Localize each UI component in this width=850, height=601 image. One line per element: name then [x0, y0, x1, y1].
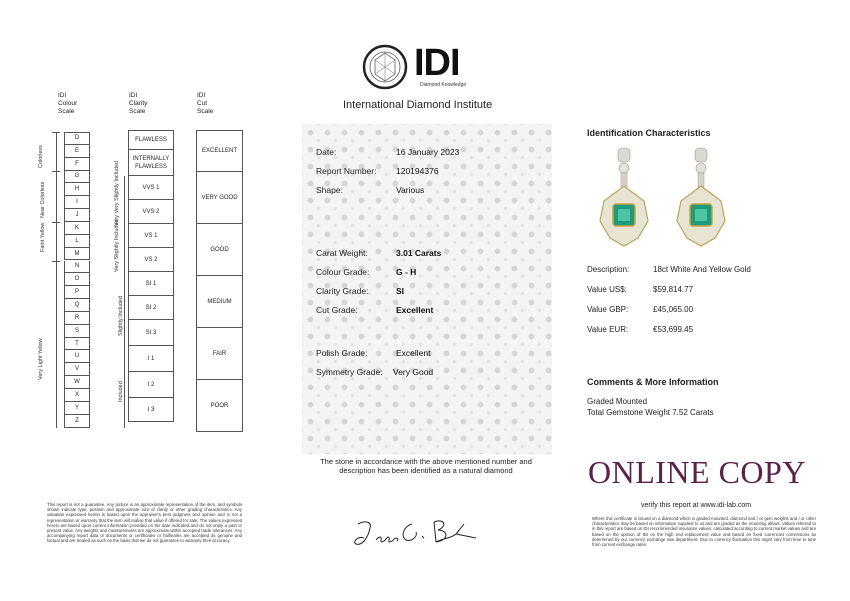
- clarity-grade-i-3: I 3: [128, 398, 174, 422]
- carat-label: Carat Weight:: [316, 248, 368, 258]
- shape-value: Various: [396, 185, 425, 195]
- colour-grade-e: E: [64, 145, 90, 158]
- polish-grade-label: Polish Grade:: [316, 348, 368, 358]
- carat-value: 3.01 Carats: [396, 248, 442, 258]
- colour-grade-j: J: [64, 209, 90, 222]
- colour-group-colorless: Colorless: [38, 145, 44, 168]
- disclaimer-right: Where this certificate is issued on a diamond which is graded mounted, diamond and / or gem weights and / or other characteristics may be based on information supplied to us and are graded as the mounting allows. Values referred to in this report are based on IDI recommended insurance values, calculated according to current market values and are based on the opinion of IDI on the high end replacement value and based on fixed currencies conversions as determined by our currency exchange rate department. Due to currency fluctuation this might vary from time to time from current exchange rates.: [592, 516, 816, 548]
- symmetry-grade-value: Very Good: [393, 367, 434, 377]
- clarity-group-vvs: Very Very Slightly Included: [114, 160, 120, 226]
- description-label: Description:: [587, 265, 630, 274]
- symmetry-grade-label: Symmetry Grade:: [316, 367, 383, 377]
- colour-grade-x: X: [64, 389, 90, 402]
- colour-grade-n: N: [64, 261, 90, 274]
- cut-grade-medium: MEDIUM: [196, 276, 243, 328]
- disclaimer-left: This report is not a guarantee. Any picture is an approximate representation of the item, and symbols shown indicate type, position and approximate size of clarity or other grading characteristics. Any valuation expressed herein is based upon the appraiser's best judgment and opinion and is not a representation or warranty that the item will realise that value if offered for sale. The values expressed herein are based upon current information provided on the date indicated and do not imply a past or present value. Any weights and measurements are approximate within accepted trade tolerances. Any accompanying report data or documents or certificates or hallmarks are accepted as genuine and factual and are treated as such on the basis that we do not guarantee to warranty their accuracy.: [47, 502, 242, 544]
- colour-grade-value: G - H: [396, 267, 417, 277]
- colour-grade-o: O: [64, 273, 90, 286]
- identification-title: Identification Characteristics: [587, 128, 711, 138]
- clarity-grade-internally-flawless: INTERNALLY FLAWLESS: [128, 150, 174, 176]
- clarity-grade-flawless: FLAWLESS: [128, 130, 174, 150]
- colour-grade-h: H: [64, 183, 90, 196]
- colour-grade-l: L: [64, 235, 90, 248]
- cut-grade-value: Excellent: [396, 305, 434, 315]
- cut-grade-good: GOOD: [196, 224, 243, 276]
- colour-grade-z: Z: [64, 415, 90, 428]
- report-number-value: 120194376: [396, 166, 439, 176]
- clarity-grade-i-2: I 2: [128, 372, 174, 398]
- colour-grade-g: G: [64, 171, 90, 184]
- colour-group-divider: [52, 171, 60, 172]
- value-usd-label: Value US$:: [587, 285, 627, 294]
- diamond-logo-icon: [362, 44, 408, 90]
- comment-line-1: Graded Mounted: [587, 397, 648, 406]
- online-copy-stamp: ONLINE COPY: [588, 454, 806, 490]
- colour-group-very-light-yellow: Very Light Yellow: [38, 338, 44, 380]
- value-gbp-label: Value GBP:: [587, 305, 629, 314]
- colour-grade-u: U: [64, 350, 90, 363]
- clarity-grade-si-3: SI 3: [128, 320, 174, 346]
- institute-name: International Diamond Institute: [343, 99, 493, 111]
- signature-image: [352, 514, 482, 559]
- colour-grade-w: W: [64, 376, 90, 389]
- description-value: 18ct White And Yellow Gold: [653, 265, 751, 274]
- colour-grade-t: T: [64, 338, 90, 351]
- colour-group-faint-yellow: Faint Yellow: [40, 222, 46, 252]
- cut-grade-label: Cut Grade:: [316, 305, 358, 315]
- colour-grade-s: S: [64, 325, 90, 338]
- shape-label: Shape:: [316, 185, 343, 195]
- cut-scale-header: IDI Cut Scale: [197, 92, 214, 115]
- earrings-photo: [596, 146, 746, 261]
- logo-text: IDI: [414, 42, 460, 84]
- colour-grade-f: F: [64, 158, 90, 171]
- colour-grade-y: Y: [64, 402, 90, 415]
- colour-grade-k: K: [64, 222, 90, 235]
- colour-group-line: [56, 132, 57, 428]
- colour-group-divider: [52, 261, 60, 262]
- colour-grade-d: D: [64, 132, 90, 145]
- clarity-scale-header: IDI Clarity Scale: [129, 92, 148, 115]
- colour-group-divider: [52, 132, 60, 133]
- natural-diamond-statement: The stone in accordance with the above mentioned number and description has been identified as a natural diamond: [320, 457, 532, 475]
- colour-group-divider: [52, 222, 60, 223]
- logo-tagline: Diamond Knowledge: [420, 82, 467, 88]
- value-eur-label: Value EUR:: [587, 325, 629, 334]
- colour-scale-header: IDI Colour Scale: [58, 92, 78, 115]
- colour-group-near-colorless: Near Colorless: [40, 181, 46, 218]
- colour-grade-v: V: [64, 363, 90, 376]
- comments-title: Comments & More Information: [587, 377, 719, 387]
- clarity-group-line: [124, 176, 125, 428]
- clarity-group-vs: Very Slightly Included: [114, 219, 120, 272]
- colour-grade-i: I: [64, 196, 90, 209]
- clarity-grade-si-1: SI 1: [128, 272, 174, 296]
- clarity-grade-vs-1: VS 1: [128, 224, 174, 248]
- report-number-label: Report Number:: [316, 166, 377, 176]
- cut-grade-poor: POOR: [196, 380, 243, 432]
- cut-grade-fair: FAIR: [196, 328, 243, 380]
- colour-grade-m: M: [64, 248, 90, 261]
- cut-grade-excellent: EXCELLENT: [196, 130, 243, 172]
- verify-link-text: verify this report at www.idi-lab.com: [641, 502, 752, 509]
- clarity-grade-i-1: I 1: [128, 346, 174, 372]
- colour-grade-r: R: [64, 312, 90, 325]
- date-label: Date:: [316, 147, 337, 157]
- value-usd: $59,814.77: [653, 285, 694, 294]
- clarity-grade-value: SI: [396, 286, 405, 296]
- cut-grade-very-good: VERY GOOD: [196, 172, 243, 224]
- polish-grade-value: Excellent: [396, 348, 431, 358]
- colour-grade-label: Colour Grade:: [316, 267, 370, 277]
- clarity-grade-vvs-1: VVS 1: [128, 176, 174, 200]
- value-gbp: £45,065.00: [653, 305, 694, 314]
- date-value: 16 January 2023: [396, 147, 460, 157]
- clarity-grade-vvs-2: VVS 2: [128, 200, 174, 224]
- colour-grade-q: Q: [64, 299, 90, 312]
- clarity-group-included: Included: [118, 381, 124, 402]
- colour-grade-p: P: [64, 286, 90, 299]
- clarity-grade-label: Clarity Grade:: [316, 286, 369, 296]
- clarity-grade-si-2: SI 2: [128, 296, 174, 320]
- clarity-grade-vs-2: VS 2: [128, 248, 174, 272]
- clarity-group-si: Slightly Included: [118, 295, 124, 336]
- value-eur: €53,699.45: [653, 325, 694, 334]
- comment-line-2: Total Gemstone Weight 7.52 Carats: [587, 408, 714, 417]
